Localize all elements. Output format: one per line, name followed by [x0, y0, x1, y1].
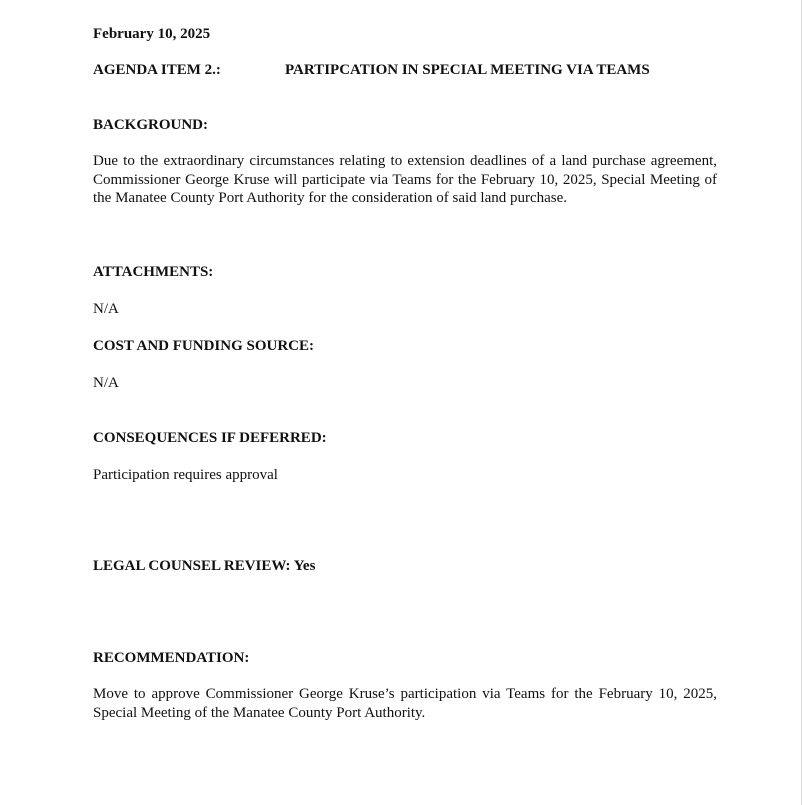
- agenda-item-title: PARTIPCATION IN SPECIAL MEETING VIA TEAMS: [285, 62, 650, 78]
- attachments-value: N/A: [93, 301, 119, 317]
- background-text: Due to the extraordinary circumstances relating to extension deadlines of a land purchase agreement, Commissioner George Kruse will participate via Teams for the February 10, 2025, Special Meeting of the Manatee County Port Authority for the consideration of said land purchase.: [93, 153, 717, 206]
- background-heading: BACKGROUND:: [93, 117, 208, 133]
- agenda-item-label: AGENDA ITEM 2.:: [93, 62, 221, 78]
- attachments-heading: ATTACHMENTS:: [93, 264, 214, 280]
- consequences-value: Participation requires approval: [93, 467, 278, 483]
- meeting-date: February 10, 2025: [93, 26, 211, 42]
- cost-heading: COST AND FUNDING SOURCE:: [93, 338, 315, 354]
- recommendation-text: Move to approve Commissioner George Kruse’s participation via Teams for the February 10, 2025, Special Meeting of the Manatee County Port Authority.: [93, 686, 717, 721]
- legal-review-heading: LEGAL COUNSEL REVIEW: Yes: [93, 558, 316, 574]
- recommendation-heading: RECOMMENDATION:: [93, 650, 250, 666]
- consequences-heading: CONSEQUENCES IF DEFERRED:: [93, 430, 327, 446]
- cost-value: N/A: [93, 375, 119, 391]
